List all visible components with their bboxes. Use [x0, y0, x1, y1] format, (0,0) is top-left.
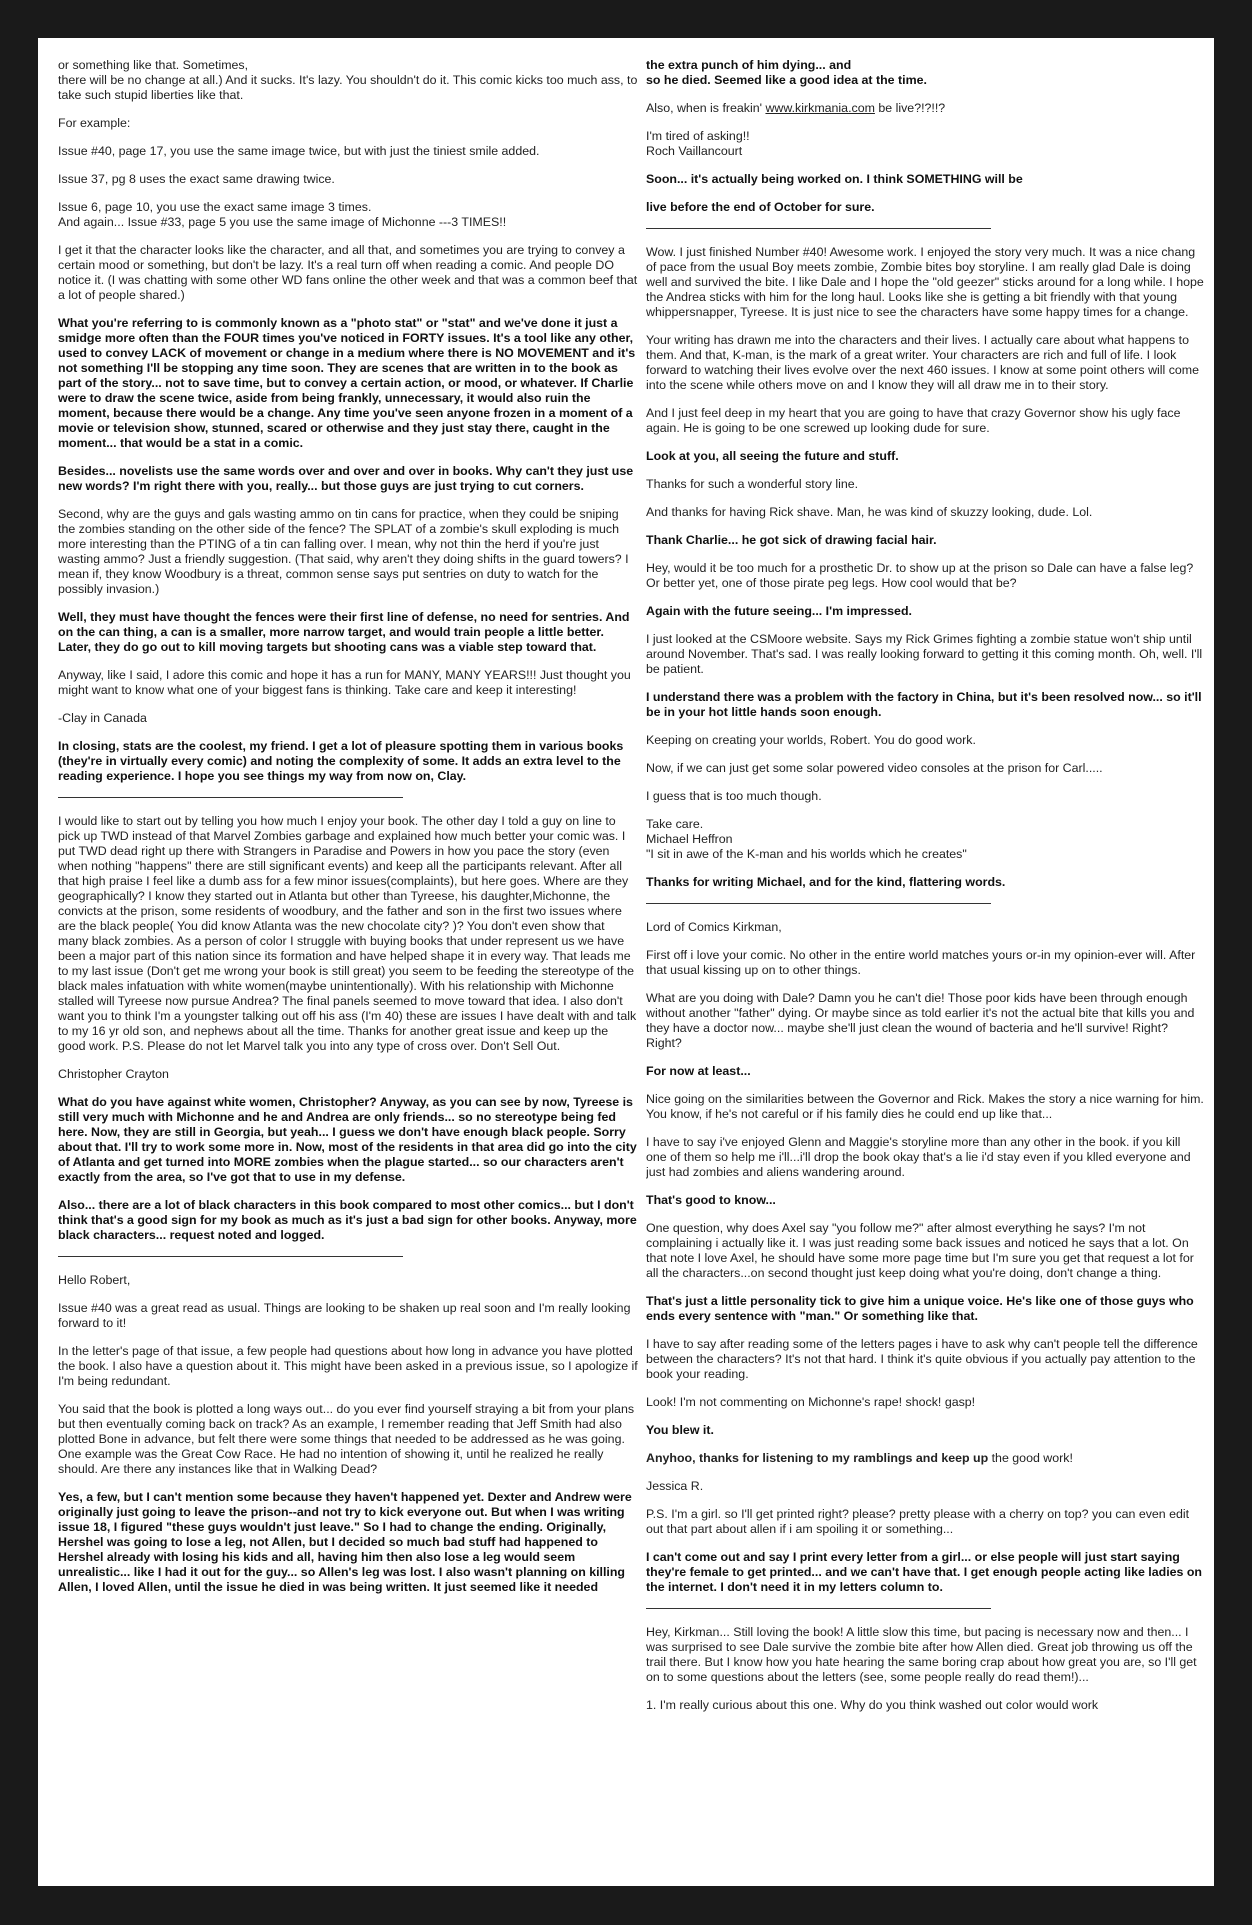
- letter-paragraph: -Clay in Canada: [58, 711, 147, 725]
- letter-paragraph: Issue #40, page 17, you use the same image twice, but with just the tiniest smile added.: [58, 144, 540, 158]
- editor-reply: Thank Charlie... he got sick of drawing facial hair.: [646, 533, 937, 547]
- letter-paragraph: Second, why are the guys and gals wasting ammo on tin cans for practice, when they could be sniping the zombies standing on the other side of the fence? The SPLAT of a zombie's skull exploding is much more interesting than the PTING of a tin can falling over. I mean, why not thin the herd if you're just wasting ammo? Just a friendly suggestion. (That said, why aren't they doing shifts in the guard towers? I mean if, they know Woodbury is a threat, common sense says put sentries on duty to watch for the possibly invasion.): [58, 507, 629, 596]
- letter-paragraph: You said that the book is plotted a long ways out... do you ever find yourself straying a bit from your plans but then eventually coming back on track? As an example, I remember reading that Jeff Smith had also plotted Bone in advance, but felt there were some things that needed to be addressed as he was going. One example was the Great Cow Race. He had no intention of showing it, until he realized he really should. Are there any instances like that in Walking Dead?: [58, 1402, 635, 1476]
- editor-reply: What do you have against white women, Christopher? Anyway, as you can see by now, Tyreese is still very much with Michonne and he and Andrea are only friends... so no stereotype being fed here. Now, they are still in Georgia, but yeah... I guess we don't have enough black people. Sorry about that. I'll try to work some more in. Now, most of the residents in that area did go into the city of Atlanta and get turned into MORE zombies when the plague started... so our characters aren't exactly from the area, so I've got that to use in my defense.: [58, 1095, 637, 1184]
- letter-paragraph: Look! I'm not commenting on Michonne's rape! shock! gasp!: [646, 1395, 976, 1409]
- letter-paragraph: I guess that is too much though.: [646, 789, 822, 803]
- editor-reply: You blew it.: [646, 1423, 714, 1437]
- editor-reply: That's good to know...: [646, 1193, 776, 1207]
- letter-paragraph: I would like to start out by telling you how much I enjoy your book. The other day I told a guy on line to pick up TWD instead of that Marvel Zombies garbage and explained how much better your comic was. I put TWD dead right up there with Strangers in Paradise and Powers in how you pace the story (even when nothing "happens" there are still significant events) and keep all the participants relevant. After all that high praise I feel like a dumb ass for a few minor issues(complaints), but here goes. Where are they geographically? I know they started out in Atlanta but other than Tyreese, his daughter,Michonne, the convicts at the prison, some residents of woodbury, and the father and son in the first two issues where are the black people( You did know Atlanta was the new chocolate city? )? You don't even show that many black zombies. As a person of color I struggle with buying books that under represent us we have been a major part of this nation since its formation and have helped shape it in every way. That leads me to my last issue (Don't get me wrong your book is still great) you seem to be feeding the stereotype of the black males infatuation with white women(maybe unintentionally). With his relationship with Michonne stalled will Tyreese now pursue Andrea? The final panels seemed to move toward that idea. I also don't want you to think I'm a youngster talking out off his ass (I'm 40) these are issues I have dealt with and talk to my 16 yr old son, and nephews about all the time. Thanks for another great issue and keep up the good work. P.S. Please do not let Marvel talk you into any type of cross over. Don't Sell Out.: [58, 814, 637, 1053]
- letter-paragraph: Nice going on the similarities between the Governor and Rick. Makes the story a nice warning for him. You know, if he's not careful or if his family dies he could end up like that...: [646, 1092, 1204, 1121]
- letter-paragraph: Your writing has drawn me into the characters and their lives. I actually care about what happens to them. And that, K-man, is the mark of a great writer. Your characters are rich and full of life. I look forward to watching their lives evolve over the next 460 issues. I know at some point others will come into the scene while others move on and I know they will all draw me in to their story.: [646, 333, 1200, 392]
- left-column: [58, 58, 638, 1862]
- letter-paragraph: [646, 101, 1204, 116]
- letter-paragraph: First off i love your comic. No other in the entire world matches yours or-in my opinion-ever will. After that usual kissing up on to other things.: [646, 948, 1196, 977]
- letter-paragraph: Issue #40 was a great read as usual. Things are looking to be shaken up real soon and I'm really looking forward to it!: [58, 1301, 631, 1330]
- letter-paragraph: I get it that the character looks like the character, and all that, and sometimes you are trying to convey a certain mood or something, but don't be lazy. It's a real turn off when reading a comic. And people DO notice it. (I was chatting with some other WD fans online the other week and that was a common beef that a lot of people shared.): [58, 243, 638, 302]
- editor-reply: live before the end of October for sure.: [646, 200, 875, 214]
- letter-paragraph: P.S. I'm a girl. so I'll get printed right? please? pretty please with a cherry on top? you can even edit out that part about allen if i am spoiling it or something...: [646, 1507, 1190, 1536]
- editor-reply: Thanks for writing Michael, and for the kind, flattering words.: [646, 875, 1006, 889]
- letter-paragraph: [646, 1451, 1204, 1466]
- text-span: the good work!: [988, 1451, 1073, 1465]
- editor-reply: Again with the future seeing... I'm impressed.: [646, 604, 912, 618]
- editor-reply: Soon... it's actually being worked on. I think SOMETHING will be: [646, 172, 1023, 186]
- letter-paragraph: Hello Robert,: [58, 1273, 131, 1287]
- editor-reply: For now at least...: [646, 1064, 751, 1078]
- editor-reply: Look at you, all seeing the future and stuff.: [646, 449, 899, 463]
- letter-paragraph: Lord of Comics Kirkman,: [646, 920, 782, 934]
- letter-paragraph: Issue 37, pg 8 uses the exact same drawing twice.: [58, 172, 335, 186]
- letter-paragraph: Jessica R.: [646, 1479, 704, 1493]
- text-span: be live?!?!!?: [874, 101, 946, 115]
- letter-paragraph: Hey, Kirkman... Still loving the book! A little slow this time, but pacing is necessary now and then... I was surprised to see Dale survive the zombie bite after how Allen died. Great job throwing us off the trail there. But I know how you hate hearing the same boring crap about how great you are, so I'll get on to some questions about the letters (see, some people really do read them!)...: [646, 1625, 1197, 1684]
- editor-reply: Besides... novelists use the same words over and over and over in books. Why can't they just use new words? I'm right there with you, really... but those guys are just trying to cut corners.: [58, 464, 634, 493]
- editor-reply: That's just a little personality tick to give him a unique voice. He's like one of those guys who ends every sentence with "man." Or something like that.: [646, 1294, 1194, 1323]
- letter-paragraph: Take care. Michael Heffron "I sit in awe of the K-man and his worlds which he creates": [646, 817, 967, 861]
- letter-paragraph: or something like that. Sometimes, there will be no change at all.) And it sucks. It's lazy. You shouldn't do it. This comic kicks too much ass, to take such stupid liberties like that.: [58, 58, 638, 102]
- letter-paragraph: For example:: [58, 116, 131, 130]
- letter-paragraph: Hey, would it be too much for a prosthetic Dr. to show up at the prison so Dale can have a false leg? Or better yet, one of those pirate peg legs. How cool would that be?: [646, 561, 1194, 590]
- reply-text: Anyhoo, thanks for listening to my ramblings and keep up: [646, 1451, 989, 1465]
- letter-paragraph: What are you doing with Dale? Damn you he can't die! Those poor kids have been through enough without another "father" dying. Or maybe since as told earlier it's not the actual bite that kills you and they have a doctor now... maybe she'll just clean the wound of bacteria and he'll survive! Right? Right?: [646, 991, 1195, 1050]
- letter-paragraph: I just looked at the CSMoore website. Says my Rick Grimes fighting a zombie statue won't ship until around November. That's sad. I was really looking forward to getting it this coming month. Oh, well. I'll be patient.: [646, 632, 1203, 676]
- letter-paragraph: And thanks for having Rick shave. Man, he was kind of skuzzy looking, dude. Lol.: [646, 505, 1093, 519]
- letter-paragraph: Now, if we can just get some solar powered video consoles at the prison for Carl.....: [646, 761, 1103, 775]
- letter-paragraph: One question, why does Axel say "you follow me?" after almost everything he says? I'm not complaining i actually like it. I was just reading some back issues and noticed he says that a lot. On that note I love Axel, he should have some more page time but I'm sure you get that request a lot for all the characters...on second thought just keep doing what you're doing, don't change a thing.: [646, 1221, 1194, 1280]
- section-divider: [646, 1608, 991, 1609]
- letter-paragraph: Thanks for such a wonderful story line.: [646, 477, 859, 491]
- editor-reply: the extra punch of him dying... and so he died. Seemed like a good idea at the time.: [646, 58, 927, 87]
- website-link[interactable]: www.kirkmania.com: [765, 101, 875, 115]
- section-divider: [646, 228, 991, 229]
- letter-paragraph: Wow. I just finished Number #40! Awesome work. I enjoyed the story very much. It was a nice chang of pace from the usual Boy meets zombie, Zombie bites boy storyline. I am really glad Dale is doing well and survived the bite. I like Dale and I hope the "old geezer" sticks around for a long while. I hope the Andrea sticks with him for the long haul. Looks like she is getting a bit friendly with that young whippersnapper, Tyreese. It is just nice to see the characters have some happy times for a change.: [646, 245, 1204, 319]
- editor-reply: Yes, a few, but I can't mention some because they haven't happened yet. Dexter and Andrew were originally just going to leave the prison--and not try to kick everyone out. But when I was writing issue 18, I figured "these guys wouldn't just leave." So I had to change the ending. Originally, Hershel was going to lose a leg, not Allen, but I decided so much bad stuff had happened to Hershel already with losing his kids and all, having him then also lose a leg would seem unrealistic... like I had it out for the guy... so Allen's leg was lost. I also wasn't planning on killing Allen, I loved Allen, until the issue he died in was being written. It just seemed like it needed: [58, 1490, 632, 1594]
- letter-paragraph: Issue 6, page 10, you use the exact same image 3 times. And again... Issue #33, page 5 you use the same image of Michonne ---3 TIMES!!: [58, 200, 507, 229]
- editor-reply: What you're referring to is commonly known as a "photo stat" or "stat" and we've done it just a smidge more often than the FOUR times you've noticed in FORTY issues. It's a tool like any other, used to convey LACK of movement or change in a medium where there is NO MOVEMENT and it's not something I'll be stopping any time soon. They are scenes that are written in to the book as part of the story... not to save time, but to convey a certain action, or mood, or whatever. If Charlie were to draw the scene twice, aside from being frankly, unnecessary, it would also ruin the moment, because there would be a change. Any time you've seen anyone frozen in a moment of a movie or television show, stunned, scared or otherwise and they just stay there, caught in the moment... that would be a stat in a comic.: [58, 316, 636, 450]
- letter-paragraph: I have to say after reading some of the letters pages i have to ask why can't people tell the difference between the characters? It's not that hard. I think it's quite obvious if you actually pay attention to the book your reading.: [646, 1337, 1198, 1381]
- letter-paragraph: Christopher Crayton: [58, 1067, 169, 1081]
- editor-reply: Well, they must have thought the fences were their first line of defense, no need for sentries. And on the can thing, a can is a smaller, more narrow target, and would train people a little better. Later, they do go out to kill moving targets but shooting cans was a viable step toward that.: [58, 610, 630, 654]
- editor-reply: In closing, stats are the coolest, my friend. I get a lot of pleasure spotting them in various books (they're in virtually every comic) and noting the complexity of some. It adds an extra level to the reading experience. I hope you see things my way from now on, Clay.: [58, 739, 624, 783]
- letter-paragraph: Keeping on creating your worlds, Robert. You do good work.: [646, 733, 976, 747]
- right-column: [646, 58, 1204, 1862]
- letters-page: [38, 38, 1214, 1886]
- letter-paragraph: 1. I'm really curious about this one. Why do you think washed out color would work: [646, 1698, 1099, 1712]
- editor-reply: I understand there was a problem with the factory in China, but it's been resolved now... so it'll be in your hot little hands soon enough.: [646, 690, 1202, 719]
- letter-paragraph: In the letter's page of that issue, a few people had questions about how long in advance you have plotted the book. I also have a question about it. This might have been asked in a previous issue, so I apologize if I'm being redundant.: [58, 1344, 638, 1388]
- section-divider: [646, 903, 991, 904]
- editor-reply: Also... there are a lot of black characters in this book compared to most other comics... but I don't think that's a good sign for my book as much as it's just a bad sign for other books. Anyway, more black characters... request noted and logged.: [58, 1198, 637, 1242]
- letter-paragraph: Anyway, like I said, I adore this comic and hope it has a run for MANY, MANY YEARS!!! Just thought you might want to know what one of your biggest fans is thinking. Take care and keep it interesting!: [58, 668, 631, 697]
- letter-paragraph: I'm tired of asking!! Roch Vaillancourt: [646, 129, 750, 158]
- section-divider: [58, 1256, 403, 1257]
- section-divider: [58, 797, 403, 798]
- letter-paragraph: I have to say i've enjoyed Glenn and Maggie's storyline more than any other in the book. if you kill one of them so help me i'll...i'll drop the book okay that's a lie i'd stay even if you klled everyone and just had zombies and aliens wandering around.: [646, 1135, 1191, 1179]
- editor-reply: I can't come out and say I print every letter from a girl... or else people will just start saying they're female to get printed... and we can't have that. I get enough people acting like ladies on the internet. I don't need it in my letters column to.: [646, 1550, 1203, 1594]
- text-span: Also, when is freakin': [646, 101, 766, 115]
- letter-paragraph: And I just feel deep in my heart that you are going to have that crazy Governor show his ugly face again. He is going to be one screwed up looking dude for sure.: [646, 406, 1181, 435]
